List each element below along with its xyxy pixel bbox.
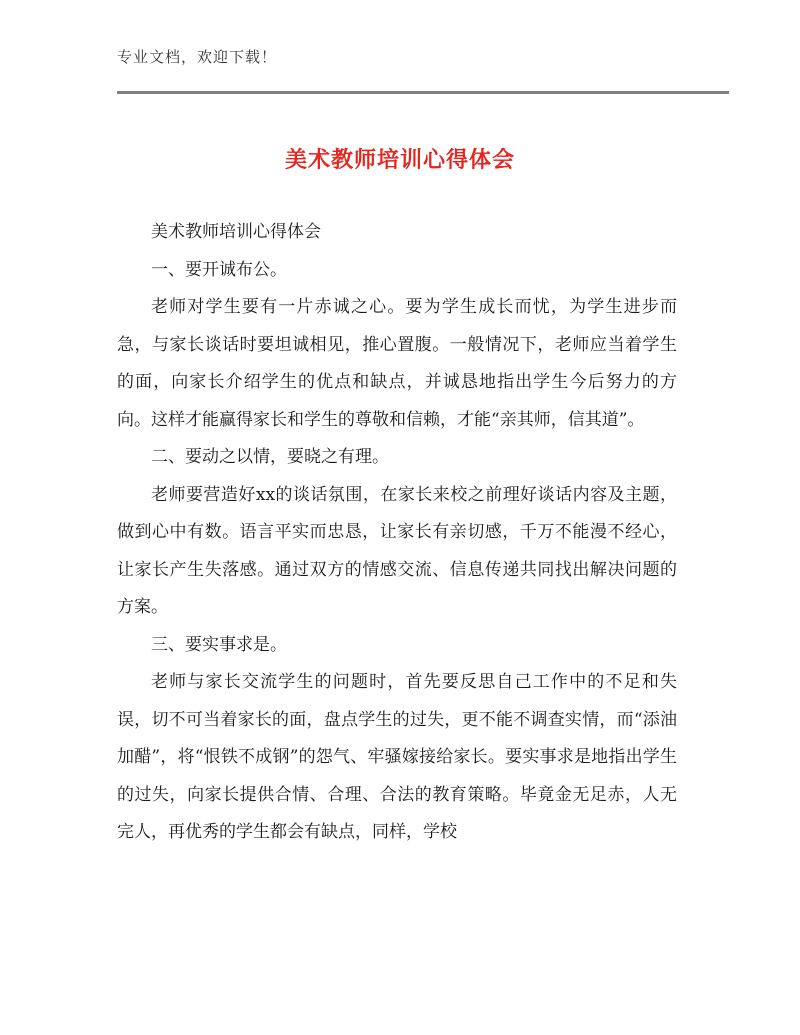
header-divider <box>117 91 729 94</box>
header-note: 专业文档，欢迎下载！ <box>117 48 278 66</box>
document-body <box>117 214 677 852</box>
body-paragraph-2: 老师要营造好xx的谈话氛围，在家长来校之前理好谈话内容及主题，做到心中有数。语言平实而忠恳，让家长有亲切感，千万不能漫不经心，让家长产生失落感。通过双方的情感交流、信息传递共同找出解决问题的方案。 <box>117 484 677 617</box>
document-title: 美术教师培训心得体会 <box>284 148 515 173</box>
document-subtitle: 美术教师培训心得体会 <box>151 222 321 242</box>
body-paragraph-1: 老师对学生要有一片赤诚之心。要为学生成长而忧，为学生进步而急，与家长谈话时要坦诚相见，推心置腹。一般情况下，老师应当着学生的面，向家长介绍学生的优点和缺点，并诚恳地指出学生今后努力的方向。这样才能赢得家长和学生的尊敬和信赖，才能“亲其师，信其道”。 <box>117 297 677 430</box>
body-paragraph-3: 老师与家长交流学生的问题时，首先要反思自己工作中的不足和失误，切不可当着家长的面，盘点学生的过失，更不能不调查实情，而“添油加醋”，将“恨铁不成钢”的怨气、牢骚嫁接给家长。要实事求是地指出学生的过失，向家长提供合情、合理、合法的教育策略。毕竟金无足赤，人无完人，再优秀的学生都会有缺点，同样，学校 <box>117 672 677 842</box>
section-heading-2: 二、要动之以情，要晓之有理。 <box>151 447 389 467</box>
section-heading-3: 三、要实事求是。 <box>151 634 287 655</box>
section-heading-1: 一、要开诚布公。 <box>151 259 287 280</box>
